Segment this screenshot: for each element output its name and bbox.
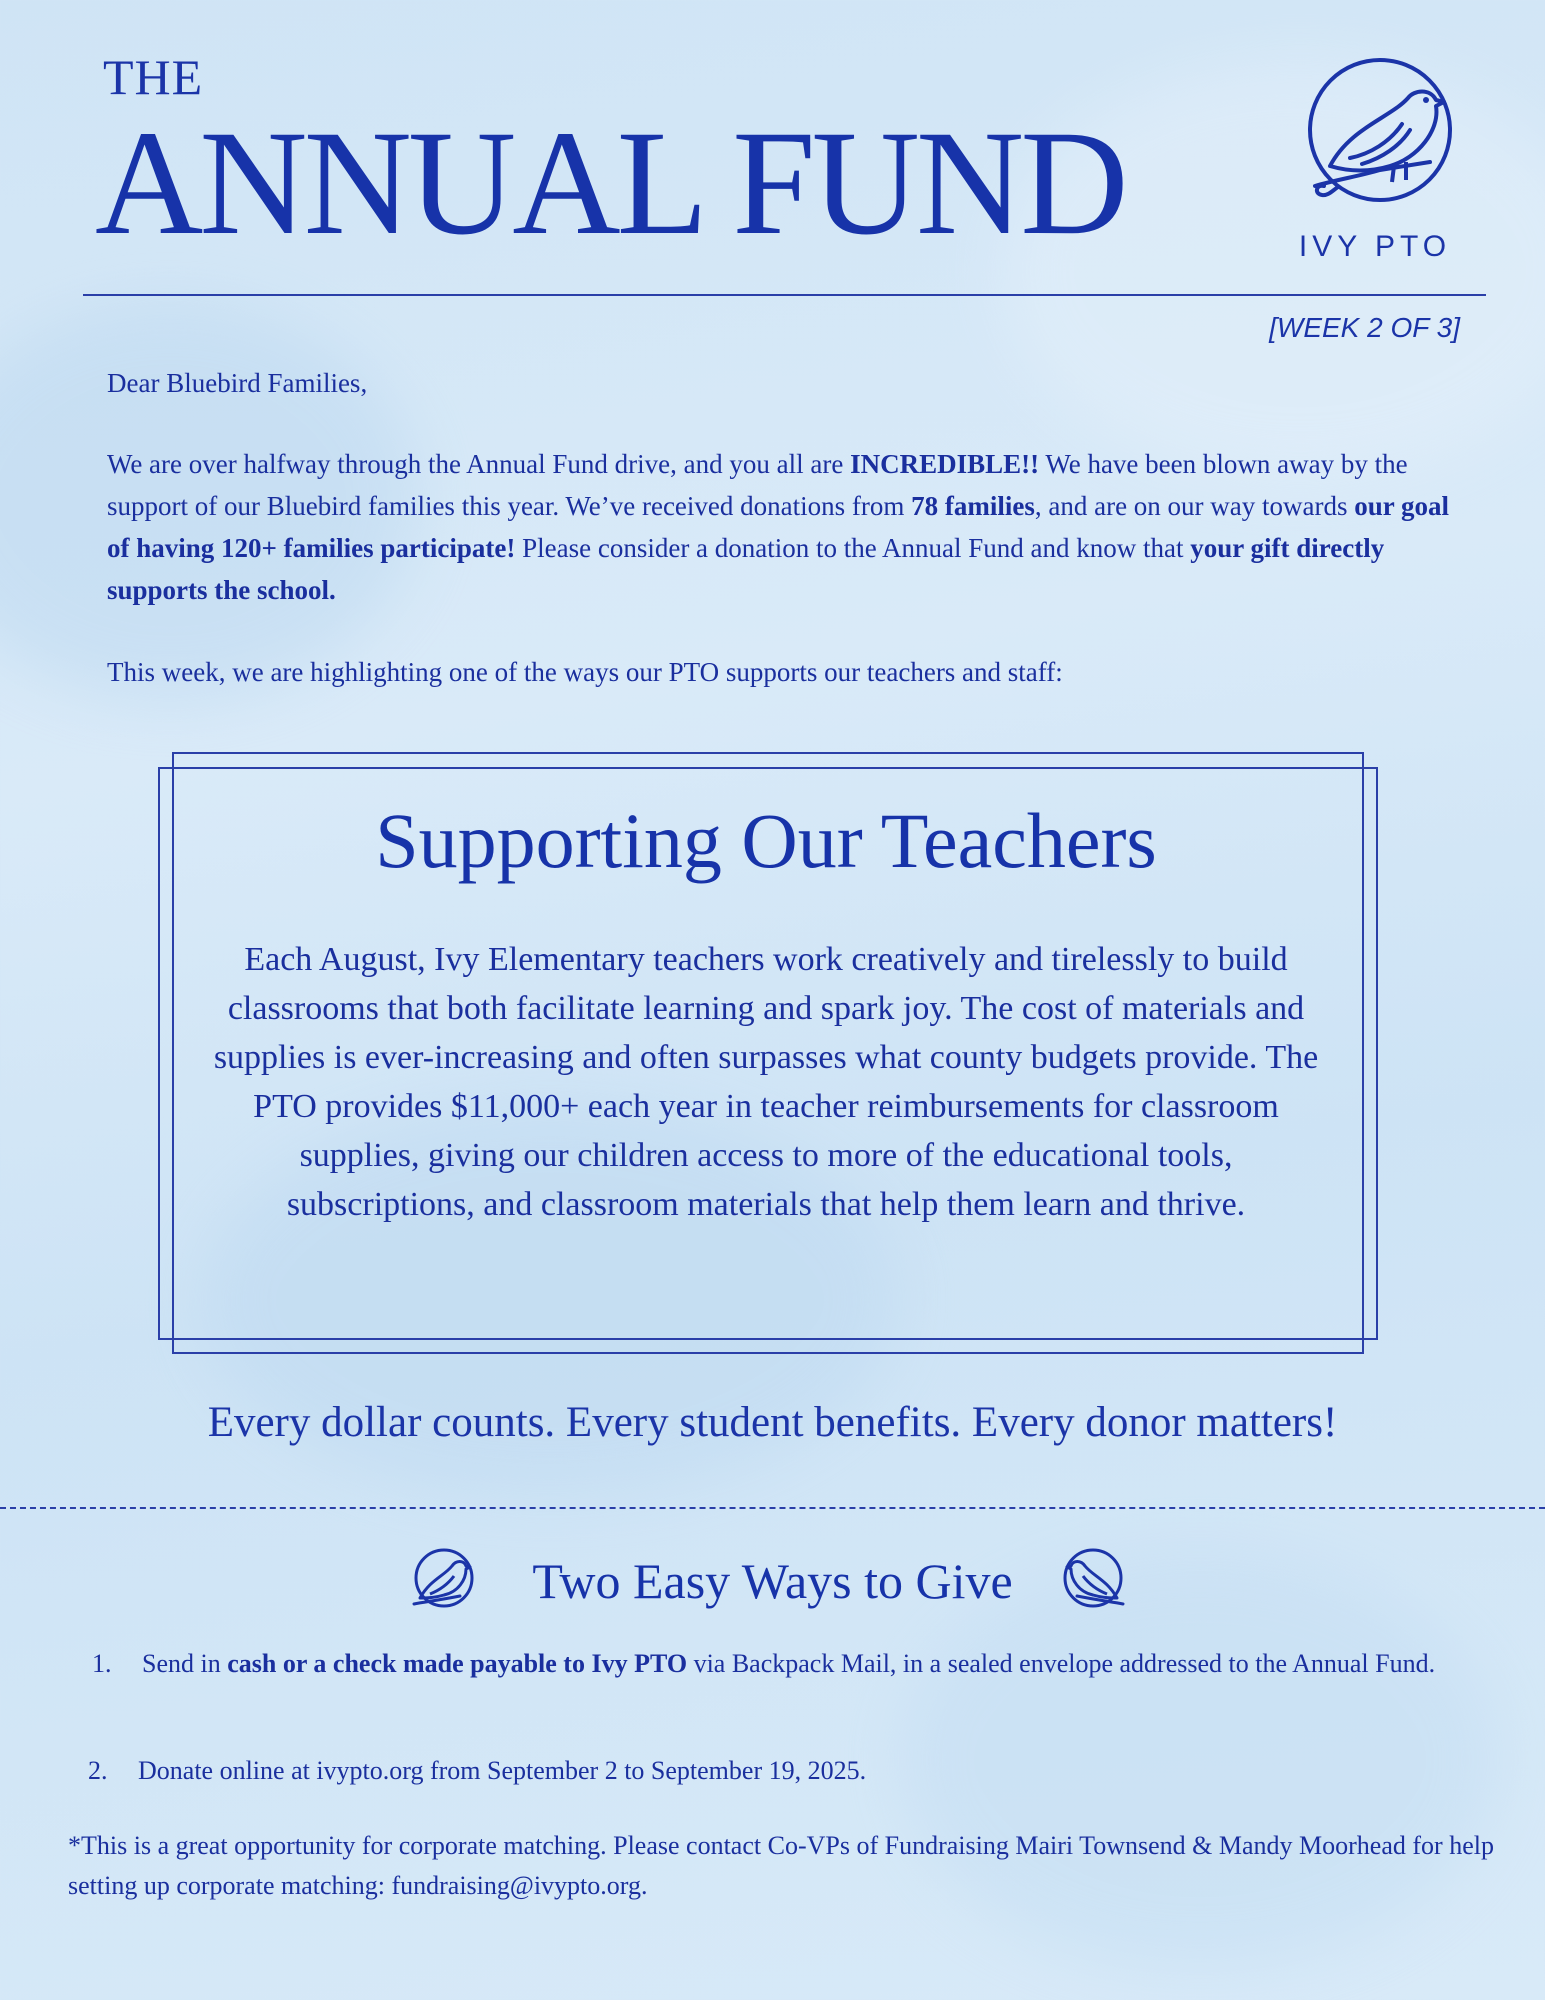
intro-text: Please consider a donation to the Annual Fund and know that [515,533,1191,563]
list-number: 2. [88,1756,108,1785]
corporate-matching-note: *This is a great opportunity for corporate matching. Please contact Co-VPs of Fundraising Mairi Townsend & Mandy Moorhead for help setting up corporate matching: fundraising@ivypto.org. [68,1831,1494,1900]
feature-title: Supporting Our Teachers [375,797,1157,884]
list-text: via Backpack Mail, in a sealed envelope addressed to the Annual Fund. [687,1649,1436,1678]
list-item [92,1645,1436,1683]
bluebird-icon [1057,1548,1137,1614]
ivy-pto-logo [1290,58,1460,268]
page-title: ANNUAL FUND [95,100,1125,266]
list-number: 1. [92,1649,112,1678]
header-the: THE [103,49,204,105]
intro-text: We are over halfway through the Annual Fund drive, and you all are [107,449,851,479]
list-item [88,1752,1388,1790]
donor-count: 78 families [911,491,1035,521]
header-divider [83,294,1486,296]
intro-text: , and are on our way towards [1034,491,1355,521]
participation-goal: our goal of having 120+ families participate! [107,491,1450,563]
slogan: Every dollar counts. Every student benefits. Every donor matters! [207,1399,1338,1446]
intro-emphasis: INCREDIBLE!! [850,449,1040,479]
feature-body: Each August, Ivy Elementary teachers work creatively and tirelessly to build classrooms that both facilitate learning and spark joy. The cost of materials and supplies is ever-increasing and often surpasses what county budgets provide. The PTO provides $11,000+ each year in teacher reimbursements for classroom supplies, giving our children access to more of the educational tools, subscriptions, and classroom materials that help them learn and thrive. [213,941,1319,1223]
intro-emphasis: your gift directly supports the school. [107,533,1385,605]
bluebird-logo-icon [1290,58,1460,218]
intro-text: We have been blown away by the support of our Bluebird families this year. We’ve received donations from [107,449,1408,521]
check-payee: cash or a check made payable to Ivy PTO [227,1649,688,1678]
intro-paragraph [107,443,1467,611]
cut-line [0,1507,1545,1509]
give-title: Two Easy Ways to Give [532,1553,1013,1609]
logo-text: IVY PTO [1298,230,1452,263]
list-text: Donate online at ivypto.org from September 2 to September 19, 2025. [138,1756,867,1785]
greeting: Dear Bluebird Families, [107,368,368,398]
highlight-intro: This week, we are highlighting one of the ways our PTO supports our teachers and staff: [107,657,1063,687]
week-label: [WEEK 2 OF 3] [1269,312,1460,343]
list-text: Send in [142,1649,228,1678]
